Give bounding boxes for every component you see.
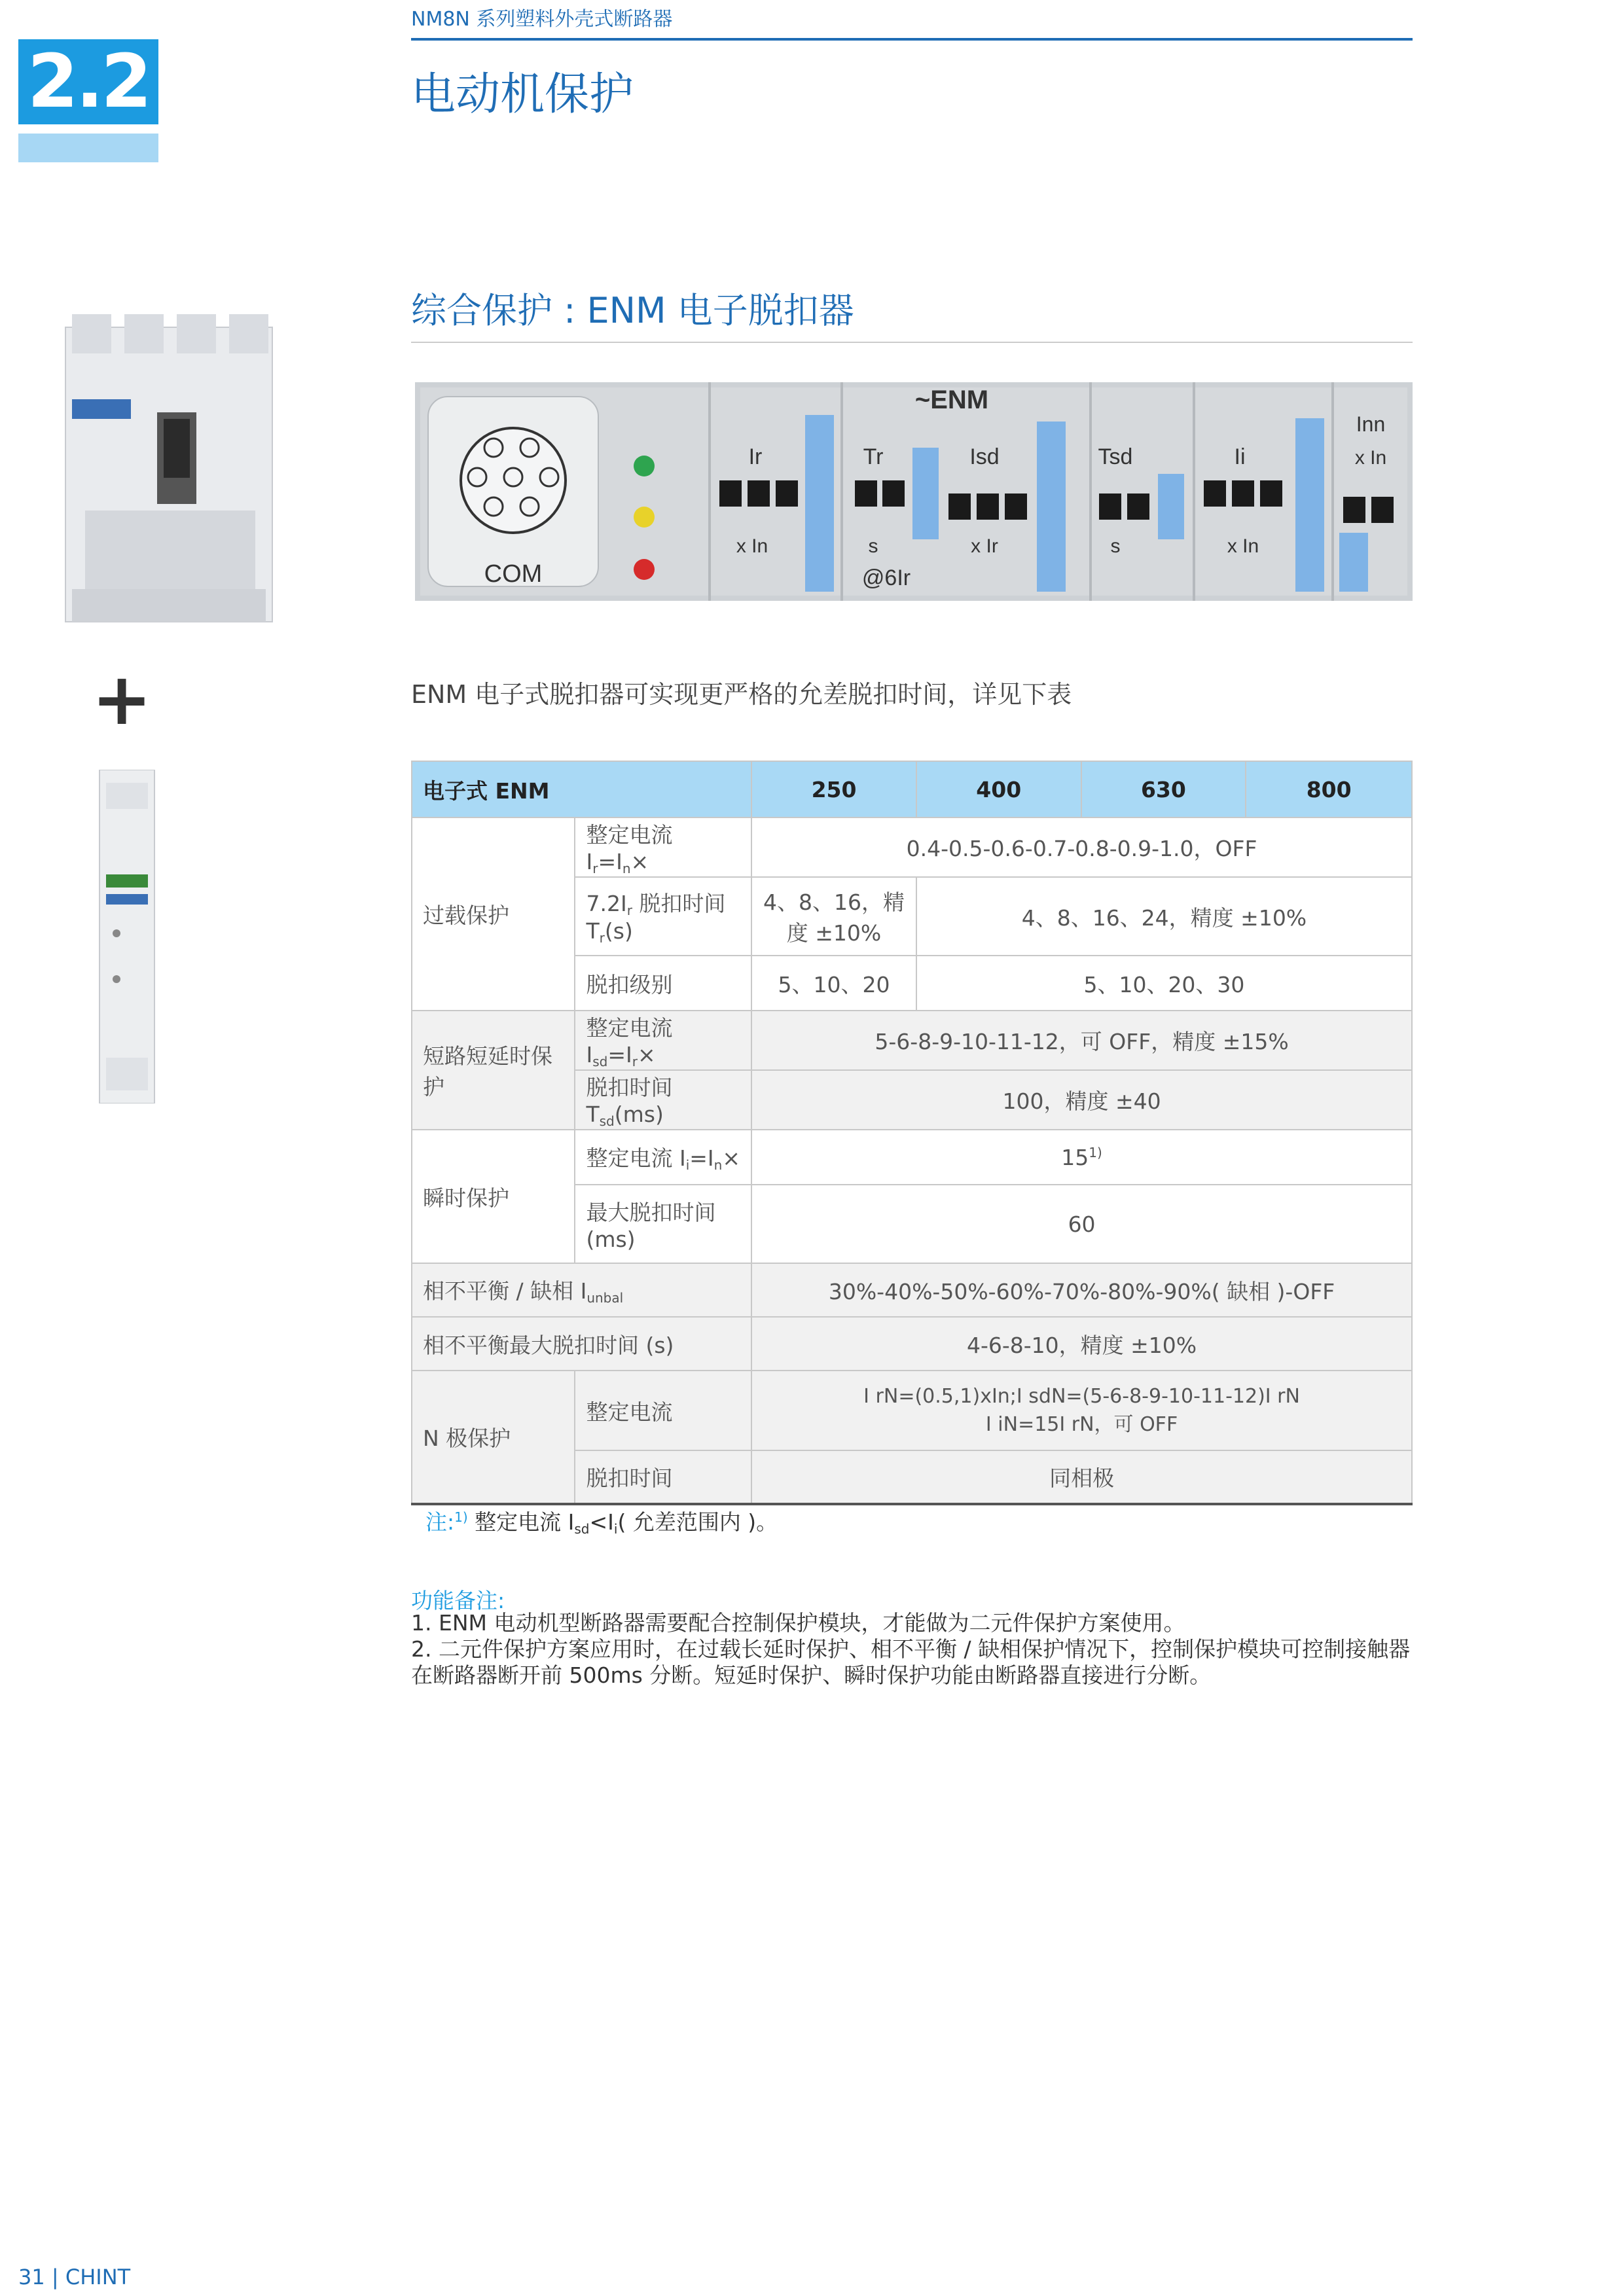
ir-label: Ir (748, 444, 763, 469)
npole-group: N 极保护 (412, 1371, 575, 1504)
table-row (412, 817, 1412, 877)
subsection-rule (411, 342, 1413, 343)
overload-time-label: $7.2I_r$ 脱扣时间 $T_r(s)$ (575, 877, 751, 956)
instant-setting-value: 15$^{1)}$ (751, 1130, 1412, 1185)
intro-text: ENM 电子式脱扣器可实现更严格的允差脱扣时间，详见下表 (411, 680, 1072, 709)
short-delay-setting-label: 整定电流 $I_{sd}=I_r\times$ (575, 1011, 751, 1070)
overload-group: 过载保护 (412, 817, 575, 1011)
isd-unit: x Ir (971, 535, 998, 557)
page-title: 电动机保护 (411, 69, 634, 120)
header-400: 400 (916, 761, 1081, 817)
brand-name: CHINT (65, 2265, 131, 2289)
breaker-image (59, 314, 279, 628)
tsd-unit: s (1110, 535, 1121, 557)
short-delay-group: 短路短延时保护 (412, 1011, 575, 1130)
overload-setting-label: 整定电流 $I_r=I_n\times$ (575, 817, 751, 877)
instant-max-time-label: 最大脱扣时间 (ms) (575, 1185, 751, 1263)
enm-trip-unit-panel (415, 382, 1413, 601)
overload-setting-value: 0.4-0.5-0.6-0.7-0.8-0.9-1.0，OFF (751, 817, 1412, 877)
short-delay-time-label: 脱扣时间 $T_{sd}(ms)$ (575, 1070, 751, 1130)
tr-unit: s (868, 535, 878, 557)
tsd-label: Tsd (1098, 444, 1133, 469)
npole-time-label: 脱扣时间 (575, 1450, 751, 1504)
isd-label: Isd (969, 444, 1000, 469)
enm-spec-table (411, 761, 1413, 1505)
instant-max-time-value: 60 (751, 1185, 1412, 1263)
inn-label: Inn (1356, 412, 1386, 436)
short-delay-setting-value: 5-6-8-9-10-11-12，可 OFF，精度 ±15% (751, 1011, 1412, 1070)
model-label: ~ENM (914, 386, 989, 414)
header-800: 800 (1246, 761, 1412, 817)
header-label: 电子式 ENM (412, 761, 751, 817)
ii-unit: x In (1227, 535, 1259, 557)
com-label: COM (484, 560, 543, 588)
table-footnote: 注:$^{1)}$ 整定电流 $I_{sd}<I_i$( 允差范围内 )。 (425, 1509, 778, 1537)
overload-time-250: 4、8、16，精度 ±10% (751, 877, 916, 956)
function-note-1: 1. ENM 电动机型断路器需要配合控制保护模块，才能做为二元件保护方案使用。 (411, 1610, 1185, 1636)
npole-setting-value: I rN=(0.5,1)xIn;I sdN=(5-6-8-9-10-11-12)I rN I iN=15I rN，可 OFF (751, 1371, 1412, 1450)
trip-class-other: 5、10、20、30 (916, 956, 1412, 1011)
function-note-2: 2. 二元件保护方案应用时，在过载长延时保护、相不平衡 / 缺相保护情况下，控制保护模块可控制接触器在断路器断开前 500ms 分断。短延时保护、瞬时保护功能由断路器直接进行分断。 (411, 1636, 1411, 1688)
ii-label: Ii (1234, 444, 1246, 469)
page-footer: 31 | CHINT (18, 2265, 131, 2289)
unbalance-value: 30%-40%-50%-60%-70%-80%-90%( 缺相 )-OFF (751, 1263, 1412, 1317)
trip-class-250: 5、10、20 (751, 956, 916, 1011)
table-row (412, 1130, 1412, 1185)
npole-time-value: 同相极 (751, 1450, 1412, 1504)
control-module-image (97, 770, 157, 1103)
table-row (412, 1371, 1412, 1450)
tr-ref: @6Ir (861, 565, 911, 590)
subsection-title: 综合保护 : ENM 电子脱扣器 (411, 290, 854, 331)
table-row (412, 1011, 1412, 1070)
table-row (412, 1317, 1412, 1371)
header-250: 250 (751, 761, 916, 817)
inn-unit: x In (1354, 447, 1387, 469)
unbalance-time-label: 相不平衡最大脱扣时间 (s) (412, 1317, 751, 1371)
page-number: 31 (18, 2265, 45, 2289)
npole-setting-label: 整定电流 (575, 1371, 751, 1450)
instant-setting-label: 整定电流 $I_i=I_n\times$ (575, 1130, 751, 1185)
trip-class-label: 脱扣级别 (575, 956, 751, 1011)
plus-icon: + (92, 657, 153, 741)
table-header-row (412, 761, 1412, 817)
table-row (412, 1263, 1412, 1317)
instant-group: 瞬时保护 (412, 1130, 575, 1263)
unbalance-label: 相不平衡 / 缺相 $I_{unbal}$ (412, 1263, 751, 1317)
short-delay-time-value: 100，精度 ±40 (751, 1070, 1412, 1130)
unbalance-time-value: 4-6-8-10，精度 ±10% (751, 1317, 1412, 1371)
series-title: NM8N 系列塑料外壳式断路器 (411, 8, 673, 31)
function-notes-title: 功能备注: (411, 1588, 505, 1613)
section-number-badge: 2.2 (18, 39, 158, 124)
ir-unit: x In (736, 535, 768, 557)
tr-label: Tr (863, 444, 884, 469)
header-630: 630 (1081, 761, 1246, 817)
overload-time-other: 4、8、16、24，精度 ±10% (916, 877, 1412, 956)
header-rule (411, 38, 1413, 41)
section-badge-strip (18, 134, 158, 162)
